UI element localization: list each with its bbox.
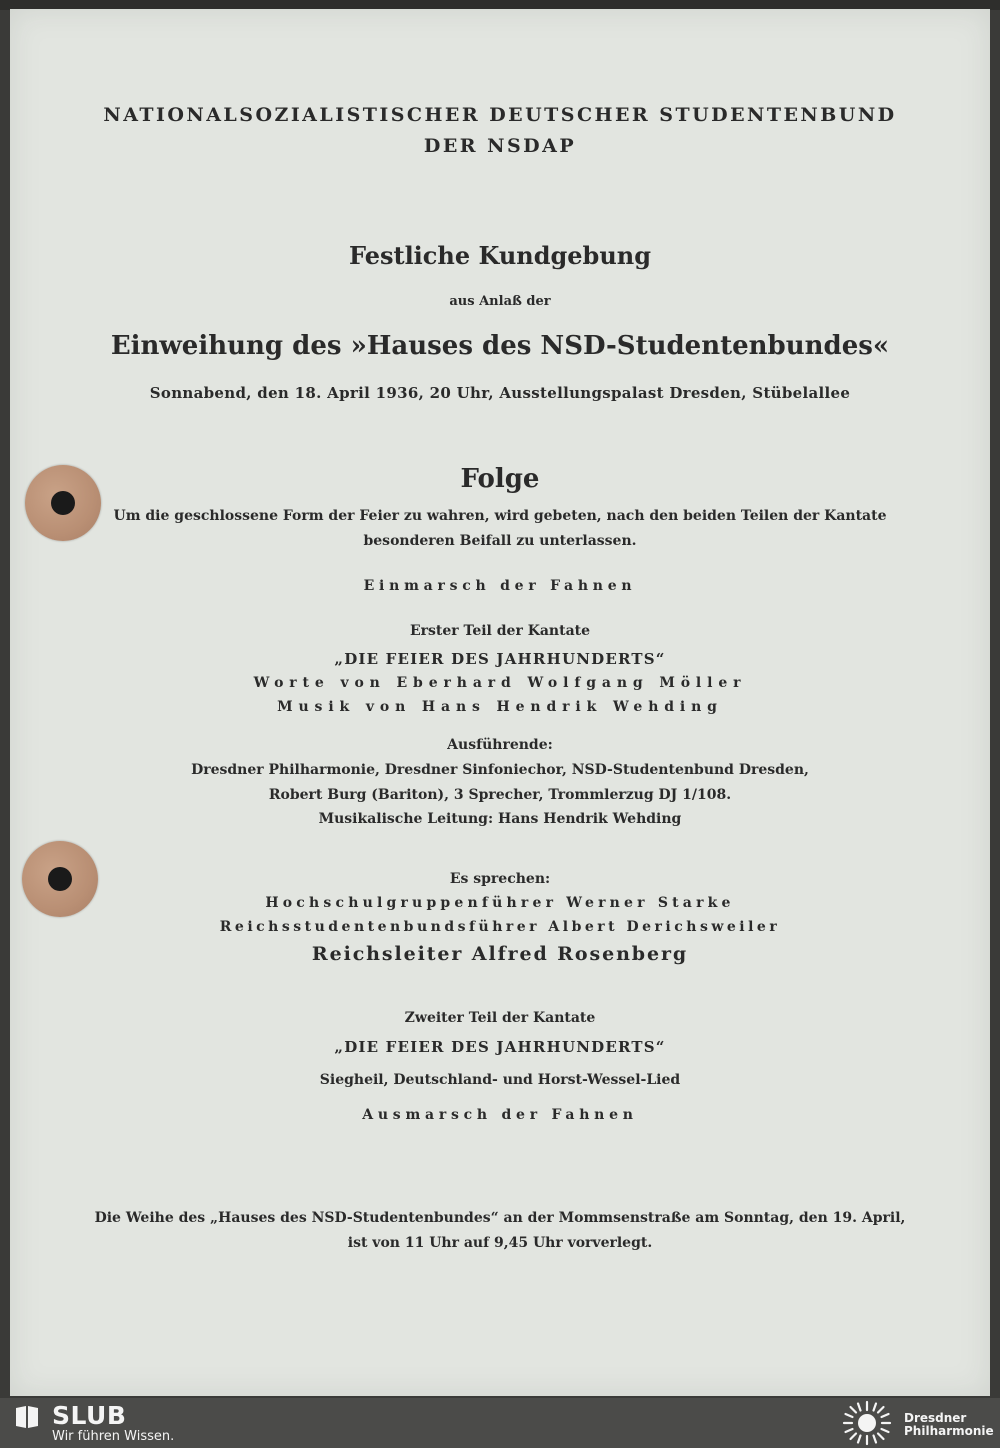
entry-march: Einmarsch der Fahnen <box>363 578 637 594</box>
program-note-line-2: besonderen Beifall zu unterlassen. <box>363 533 637 549</box>
partner-name-line-1: Dresdner <box>904 1411 967 1425</box>
event-occasion: aus Anlaß der <box>449 294 551 309</box>
program-note-line-1: Um die geschlossene Form der Feier zu wahren, wird gebeten, nach den beiden Teilen der Kantate <box>113 508 887 524</box>
punch-hole-top <box>25 465 101 541</box>
header-line-2: DER NSDAP <box>423 135 577 157</box>
music-by: Musik von Hans Hendrik Wehding <box>277 699 723 715</box>
program-heading: Folge <box>460 464 540 494</box>
slub-book-icon <box>14 1404 40 1430</box>
event-subject: Einweihung des »Hauses des NSD-Studentenbundes« <box>110 331 890 361</box>
speakers-label: Es sprechen: <box>449 871 551 887</box>
notice-line-2: ist von 11 Uhr auf 9,45 Uhr vorverlegt. <box>347 1235 653 1251</box>
speaker-3: Reichsleiter Alfred Rosenberg <box>311 943 689 965</box>
cantata-title-2: „DIE FEIER DES JAHRHUNDERTS“ <box>334 1038 666 1056</box>
speaker-2: Reichsstudentenbundsführer Albert Derichsweiler <box>219 919 781 935</box>
part1-label: Erster Teil der Kantate <box>409 623 591 639</box>
slub-name[interactable]: SLUB <box>52 1401 127 1430</box>
cantata-title-1: „DIE FEIER DES JAHRHUNDERTS“ <box>334 650 666 668</box>
partner-name[interactable] <box>904 1412 994 1438</box>
document-page <box>10 9 990 1396</box>
exit-march: Ausmarsch der Fahnen <box>362 1107 638 1123</box>
performers-line-1: Dresdner Philharmonie, Dresdner Sinfoniechor, NSD-Studentenbund Dresden, <box>191 762 809 778</box>
event-title: Festliche Kundgebung <box>348 241 652 270</box>
songs: Siegheil, Deutschland- und Horst-Wessel-Lied <box>319 1072 681 1088</box>
performers-label: Ausführende: <box>447 737 553 753</box>
notice-line-1: Die Weihe des „Hauses des NSD-Studentenbundes“ an der Mommsenstraße am Sonntag, den 19. April, <box>94 1210 906 1226</box>
slub-tagline: Wir führen Wissen. <box>52 1429 175 1444</box>
footer-bar <box>0 1398 1000 1448</box>
philharmonie-sunburst-icon <box>842 1400 892 1446</box>
words-by: Worte von Eberhard Wolfgang Möller <box>253 675 747 691</box>
header-line-1: NATIONALSOZIALISTISCHER DEUTSCHER STUDENTENBUND <box>103 104 897 126</box>
punch-hole-bottom <box>22 841 98 917</box>
performers-line-2: Robert Burg (Bariton), 3 Sprecher, Trommlerzug DJ 1/108. <box>268 787 732 803</box>
part2-label: Zweiter Teil der Kantate <box>404 1010 596 1026</box>
partner-name-line-2: Philharmonie <box>904 1424 994 1438</box>
conductor: Musikalische Leitung: Hans Hendrik Wehding <box>318 811 682 827</box>
speaker-1: Hochschulgruppenführer Werner Starke <box>265 895 735 911</box>
event-date-location: Sonnabend, den 18. April 1936, 20 Uhr, Ausstellungspalast Dresden, Stübelallee <box>149 384 851 402</box>
